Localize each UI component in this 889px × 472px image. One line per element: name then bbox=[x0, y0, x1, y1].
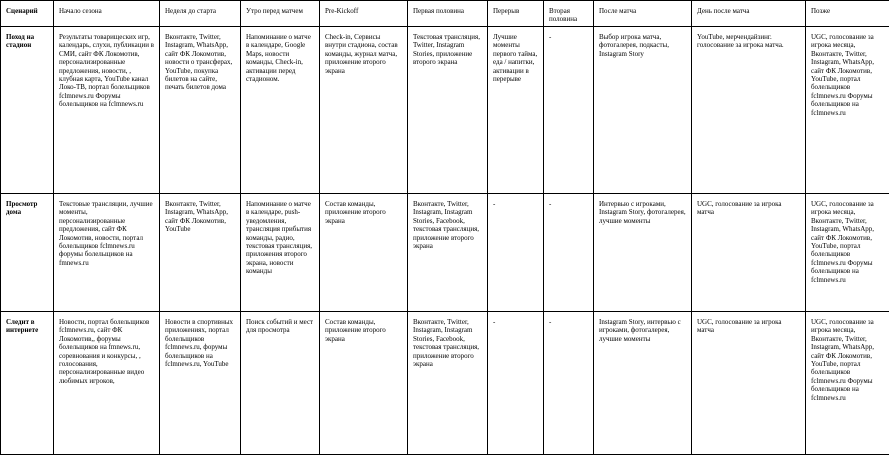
table-cell: YouTube, мерчендайзинг. голосование за игрока матча. bbox=[692, 27, 806, 194]
table-row bbox=[1, 27, 889, 194]
header-second-half: Вторая половина bbox=[544, 1, 594, 27]
table-cell: Текстовые трансляции, лучшие моменты, персонализированные предложения, сайт ФК Локомотив, новости, портал болельщиков fclmnews.ru форумы болельщиков на fmnews.ru bbox=[54, 194, 160, 312]
header-first-half: Первая половина bbox=[408, 1, 488, 27]
table-cell: - bbox=[488, 194, 544, 312]
header-match-morning: Утро перед матчем bbox=[241, 1, 320, 27]
table-cell: Check-in, Сервисы внутри стадиона, состав команды, журнал матча, приложение второго экрана bbox=[320, 27, 408, 194]
table-cell: Состав команды, приложение второго экрана bbox=[320, 312, 408, 455]
table-cell: Состав команды, приложение второго экрана bbox=[320, 194, 408, 312]
table-cell: Вконтакте, Twitter, Instagram, Instagram Stories, Facebook, текстовая трансляция, приложение второго экрана bbox=[408, 194, 488, 312]
table-cell: Новости в спортивных приложениях, портал болельщиков fclmnews.ru, форумы болельщиков на fclmnews.ru, YouTube bbox=[160, 312, 241, 455]
table-cell: UGC, голосование за игрока матча bbox=[692, 194, 806, 312]
header-week-before: Неделя до старта bbox=[160, 1, 241, 27]
table-cell: - bbox=[544, 194, 594, 312]
table-cell: Напоминание о матче в календаре, Google Maps, новости команды, Check-in, активации перед стадионом. bbox=[241, 27, 320, 194]
table-cell: Интервью с игроками, Instagram Story, фотогалерея, лучшие моменты bbox=[594, 194, 692, 312]
header-pre-kickoff: Pre-Kickoff bbox=[320, 1, 408, 27]
header-after-match: После матча bbox=[594, 1, 692, 27]
header-row bbox=[1, 1, 889, 27]
table-cell: UGC, голосование за игрока месяца, Вконтакте, Twitter, Instagram, WhatsApp, сайт ФК Локомотив, YouTube, портал болельщиков fclmnews.ru Форумы болельщиков на fclmnews.ru bbox=[806, 194, 889, 312]
table-cell: UGC, голосование за игрока матча bbox=[692, 312, 806, 455]
header-season-start: Начало сезона bbox=[54, 1, 160, 27]
table-cell: - bbox=[488, 312, 544, 455]
table-row bbox=[1, 312, 889, 455]
table-cell: Вконтакте, Twitter, Instagram, WhatsApp, сайт ФК Локомотив, новости о трансферах, YouTube, покупка билетов на сайте, печать билетов дома bbox=[160, 27, 241, 194]
table-cell: - bbox=[544, 312, 594, 455]
header-later: Позже bbox=[806, 1, 889, 27]
table-cell: Поиск событий и мест для просмотра bbox=[241, 312, 320, 455]
row-scenario: Поход на стадион bbox=[1, 27, 54, 194]
table-cell: UGC, голосование за игрока месяца, Вконтакте, Twitter, Instagram, WhatsApp, сайт ФК Локомотив, YouTube, портал болельщиков fclmnews.ru Форумы болельщиков на fclmnews.ru bbox=[806, 312, 889, 455]
table-cell: Текстовая трансляция, Twitter, Instagram Stories, приложение второго экрана bbox=[408, 27, 488, 194]
table-cell: Вконтакте, Twitter, Instagram, Instagram Stories, Facebook, текстовая трансляция, приложение второго экрана bbox=[408, 312, 488, 455]
table-row bbox=[1, 194, 889, 312]
table-cell: Результаты товарищеских игр, календарь, слухи, публикации в СМИ, сайт ФК Локомотив, персонализированные предложения, новости, , клубная карта, YouTube канал Локо-ТВ, портал болельщиков fclmnews.ru Форумы болельщиков на fclmnews.ru bbox=[54, 27, 160, 194]
table-cell: - bbox=[544, 27, 594, 194]
table-cell: UGC, голосование за игрока месяца, Вконтакте, Twitter, Instagram, WhatsApp, сайт ФК Локомотив, YouTube, портал болельщиков fclmnews.ru Форумы болельщиков на fclmnews.ru bbox=[806, 27, 889, 194]
table-cell: Выбор игрока матча, фотогалерея, подкасты, Instagram Story bbox=[594, 27, 692, 194]
header-day-after: День после матча bbox=[692, 1, 806, 27]
header-scenario: Сценарий bbox=[1, 1, 54, 27]
table-cell: Лучшие моменты первого тайма, еда / напитки, активации в перерыве bbox=[488, 27, 544, 194]
table-cell: Новости, портал болельщиков fclmnews.ru, сайт ФК Локомотив,, форумы болельщиков на fmnews.ru, соревнования и конкурсы, , голосования, персонализированные видео любимых игроков, bbox=[54, 312, 160, 455]
row-scenario: Следит в интернете bbox=[1, 312, 54, 455]
table-cell: Напоминание о матче в календаре, push-уведомления, трансляция прибытия команды, радио, текстовая трансляция, приложения второго экрана, новости команды bbox=[241, 194, 320, 312]
row-scenario: Просмотр дома bbox=[1, 194, 54, 312]
table-cell: Вконтакте, Twitter, Instagram, WhatsApp, сайт ФК Локомотив, YouTube bbox=[160, 194, 241, 312]
header-halftime: Перерыв bbox=[488, 1, 544, 27]
table-cell: Instagram Story, интервью с игроками, фотогалерея, лучшие моменты bbox=[594, 312, 692, 455]
